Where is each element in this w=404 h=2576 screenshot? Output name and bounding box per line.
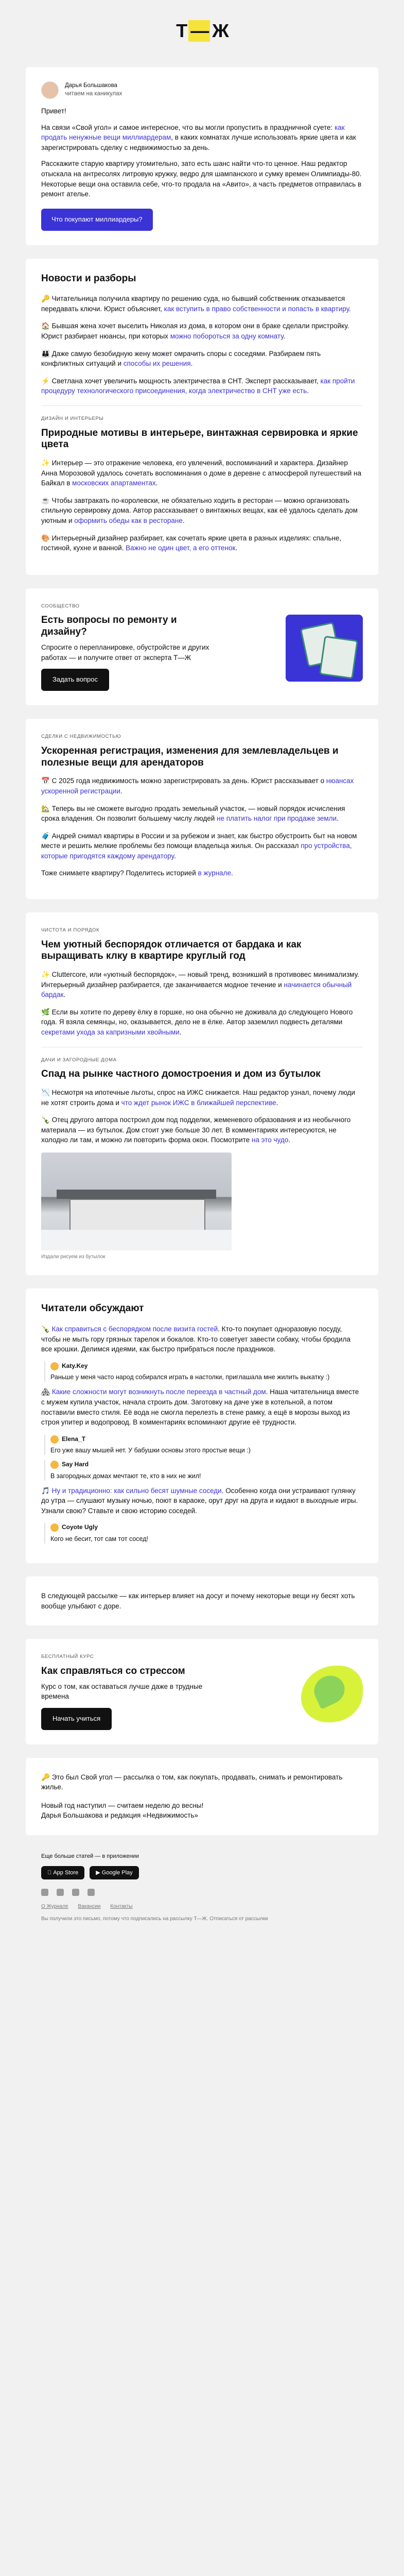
vk-icon[interactable]: [41, 1889, 48, 1896]
news-link[interactable]: оформить обеды как в ресторане: [74, 517, 183, 524]
tiles-illustration: [286, 615, 363, 682]
course-text: Курс о том, как оставаться лучше даже в трудные времена: [41, 1682, 203, 1701]
discussion-link[interactable]: Какие сложности могут возникнуть после переезда в частный дом: [51, 1388, 266, 1396]
comment-text: Кого не бесит, тот сам тот сосед!: [50, 1535, 148, 1543]
photo-caption: Издали рисуем из бутылок: [41, 1253, 106, 1260]
news-item: 👪 Даже самую безобидную жену может омрачить споры с соседями. Разбираем пять конфликтных ситуаций и способы их решения.: [41, 349, 321, 368]
next-issue-card: [26, 1577, 378, 1625]
billionaires-button[interactable]: Что покупают миллиардеры?: [41, 209, 153, 231]
next-issue-text: В следующей рассылке — как интерьер влияет на досуг и почему некоторые вещи ну бесят хоть вообще улыбают с доре.: [41, 1591, 355, 1610]
commenter-avatar: [50, 1435, 59, 1444]
avatar: [41, 81, 59, 99]
news-link[interactable]: можно побороться за одну комнату: [170, 332, 284, 341]
author: [41, 81, 363, 99]
leaf-illustration: [301, 1666, 363, 1722]
calendar-icon: 📅: [41, 777, 50, 785]
bottle-house-photo[interactable]: [41, 1153, 232, 1250]
commenter-name: Coyote Ugly: [62, 1523, 98, 1531]
intro-paragraph-2: Расскажите старую квартиру утомительно, зато есть шанс найти что-то ценное. Наш редактор отыскала на антресолях литровую кружку, ведро для шампанского и сумку времен Олимпиады-80. Некоторые вещи она оставила себе, что-то продала на «Авито», а часть предметов отправилась в ремонт ателье.: [41, 160, 362, 198]
news-link[interactable]: Важно не один цвет, а его оттенок: [126, 544, 236, 552]
news-item: ✨ Интерьер — это отражение человека, его увлечений, воспоминаний и характера. Дизайнер Анна Морозовой удалось сочетать воспоминания о доме в деревне с атмосферой путешествий на Байкал в московских апартаментах.: [41, 459, 362, 487]
discussion-item: 🍾 Как справиться с беспорядком после визита гостей. Кто-то покупает одноразовую посуду, чтобы не мыть гору грязных тарелок и бокалов. Кто-то советует завести собаку, чтобы бродила все крошки. Делимся идеями, как быстро прибраться после праздников.: [41, 1325, 350, 1353]
news-link[interactable]: как пройти процедуру технологического присоединения, когда электричество в СНТ уже есть: [41, 377, 355, 395]
comment: [41, 1435, 363, 1455]
unsubscribe-text[interactable]: Вы получили это письмо, потому что подписались на рассылку Т—Ж. Отписаться от рассылки: [41, 1916, 268, 1922]
chart-down-icon: 📉: [41, 1089, 50, 1097]
comment-text: Раньше у меня часто народ собирался играть в настолки, приглашала мне жилить выкатку :): [50, 1374, 330, 1381]
music-icon: 🎵: [41, 1486, 50, 1495]
intro-link[interactable]: как продать ненужные вещи миллиардерам: [41, 123, 345, 142]
news-link[interactable]: как вступить в право собственности и попасть в квартиру: [164, 304, 349, 313]
lightning-icon: ⚡: [41, 377, 50, 385]
news-link[interactable]: не платить налог при продаже земли: [217, 815, 337, 823]
sparkles-icon: ✨: [41, 971, 50, 979]
news-item: ✨ Cluttercore, или «уютный беспорядок», — новый тренд, возникший в противовес минимализму. Интерьерный дизайнер разбирается, где заканчивается модное течение и начинается обычный бардак.: [41, 971, 359, 999]
comment: [41, 1362, 363, 1382]
deals-question: Тоже снимаете квартиру? Поделитесь историей в журнале.: [41, 869, 233, 877]
dzen-icon[interactable]: [87, 1889, 95, 1896]
youtube-icon[interactable]: [72, 1889, 79, 1896]
deals-card: [26, 719, 378, 899]
bottle-icon: 🍾: [41, 1325, 50, 1333]
clean-title: Чем уютный беспорядок отличается от бардака и как выращивать клку в квартире круглый год: [41, 939, 302, 962]
author-name: Дарья Большакова: [65, 82, 117, 89]
signature: Дарья Большакова и редакция «Недвижимость»: [41, 1811, 198, 1820]
discussion-link[interactable]: Ну и традиционно: как сильно бесят шумные соседи: [51, 1486, 222, 1495]
author-subtitle: читаем на каникулах: [65, 91, 122, 97]
suitcase-icon: 🧳: [41, 832, 50, 840]
news-link[interactable]: способы их решения: [123, 360, 191, 368]
commenter-avatar: [50, 1362, 59, 1370]
news-item: 📉 Несмотря на ипотечные льготы, спрос на ИЖС снижается. Наш редактор узнал, почему люди не хотят строить дома и что ждет рынок ИЖС в ближайшей перспективе.: [41, 1089, 356, 1107]
section-kicker: ДИЗАЙН И ИНТЕРЬЕРЫ: [41, 415, 104, 421]
news-link[interactable]: московских апартаментах: [72, 479, 156, 487]
readers-title: Читатели обсуждают: [41, 1303, 144, 1314]
news-item: 🌿 Если вы хотите по дереву ёлку в горшке, но она обычно не доживала до следующего Нового года. Я взяла семянцы, но, оказывается, дело не в ёлке. Автор заземлил подвесть деталями секретами ухода за капризными хвойными.: [41, 1008, 353, 1037]
news-link[interactable]: начинается обычный бардак: [41, 980, 352, 999]
key-icon: 🔑: [41, 295, 50, 303]
news-link[interactable]: секретами ухода за капризными хвойными: [41, 1028, 180, 1037]
news-link[interactable]: про устройства, которые пригодятся каждому арендатору: [41, 842, 352, 860]
discussion-item: 🎵 Ну и традиционно: как сильно бесят шумные соседи. Особенно когда они устраивают гулянку до утра — слушают музыку ночью, поют в караоке, орут друг на друга и кидают в выходные игры. Узнали свою? Ставьте и свою историю соседей.: [41, 1486, 358, 1515]
play-icon: ▶: [90, 1869, 95, 1876]
houses-icon: 🏘: [41, 1388, 50, 1396]
section-kicker: ЧИСТОТА И ПОРЯДОК: [41, 927, 100, 933]
bottle-icon: 🍾: [41, 1116, 50, 1124]
community-title: Есть вопросы по ремонту и дизайну?: [41, 615, 177, 638]
comment-text: В загородных домах мечтают те, кто в них не жил!: [50, 1472, 201, 1480]
section-kicker: СДЕЛКИ С НЕДВИЖИМОСТЬЮ: [41, 734, 121, 740]
coffee-icon: ☕: [41, 496, 50, 504]
community-promo: [41, 615, 363, 691]
vacancies-link[interactable]: Вакансии: [78, 1903, 101, 1909]
news-item: ⚡ Светлана хочет увеличить мощность электричества в СНТ. Эксперт рассказывает, как пройти процедуру технологического присоединения, когда электричество в СНТ уже есть.: [41, 377, 355, 395]
community-card: [26, 588, 378, 705]
news-item: 🎨 Интерьерный дизайнер разбирает, как сочетать яркие цвета в разных изделиях: спальне, гостиной, кухне и ванной. Важно не один цвет, а его оттенок.: [41, 534, 342, 552]
section-kicker: СООБЩЕСТВО: [41, 603, 80, 609]
news-link[interactable]: на это чудо: [251, 1136, 289, 1144]
section-kicker: БЕСПЛАТНЫЙ КУРС: [41, 1654, 94, 1660]
commenter-avatar: [50, 1523, 59, 1532]
news-link[interactable]: нюансах ускоренной регистрации: [41, 777, 354, 795]
intro-paragraph: На связи «Свой угол» и самое интересное, что вы могли пропустить в праздничной суете: как продать ненужные вещи миллиардерам, в каких комнатах лучше использовать яркие цвета и как зарегистрировать сделку с недвижимостью за день.: [41, 123, 356, 151]
about-link[interactable]: О Журнале: [41, 1903, 68, 1909]
contacts-link[interactable]: Контакты: [110, 1903, 133, 1909]
footer: [26, 1849, 378, 1923]
commenter-name: Say Hard: [62, 1461, 89, 1468]
header: [26, 18, 378, 44]
logo[interactable]: Т — Ж: [176, 20, 228, 41]
news-item: 🍾 Отец другого автора построил дом под подделки, жеменевого образования и из необычного материала — из бутылок. Дом стоит уже больше 30 лет. В комментариях интересуются, не холодно ли там, и можно ли повторить форма окон. Посмотрите на это чудо.: [41, 1116, 351, 1144]
news-link[interactable]: что ждет рынок ИЖС в ближайшей перспективе: [121, 1098, 276, 1107]
news-item: 🔑 Читательница получила квартиру по решению суда, но бывший собственник отказывается передавать ключи. Юрист объясняет, как вступить в право собственности и попасть в квартиру.: [41, 295, 351, 313]
news-item: 🏠 Бывшая жена хочет выселить Николая из дома, в котором они в браке сделали пристройку. Юрист разбирает нюансы, при которых можно побороться за одну комнату.: [41, 322, 349, 341]
news-item: 📅 С 2025 года недвижимость можно зарегистрировать за день. Юрист рассказывает о нюансах ускоренной регистрации.: [41, 777, 354, 795]
comment-text: Его уже вашу мышей нет. У бабушки основы этого простые вещи :): [50, 1447, 251, 1454]
deals-title: Ускоренная регистрация, изменения для землевладельцев и полезные вещи для арендаторов: [41, 745, 339, 768]
commenter-name: Elena_T: [62, 1435, 86, 1443]
footer-links: [41, 1903, 363, 1911]
section-kicker: ДАЧИ И ЗАГОРОДНЫЕ ДОМА: [41, 1057, 117, 1063]
intro-card: [26, 67, 378, 245]
news-card: [26, 259, 378, 575]
news-item: ☕ Чтобы завтракать по-королевски, не обязательно ходить в ресторан — можно организовать стильную сервировку дома. Автор рассказывает о винтажных вещах, как её удалось сделать дом уютным и оформить обеды как в ресторане.: [41, 496, 358, 524]
journal-link[interactable]: в журнале: [198, 869, 232, 877]
ask-question-button[interactable]: Задать вопрос: [41, 669, 109, 691]
commenter-name: Katy.Key: [62, 1362, 88, 1369]
divider: [41, 405, 363, 406]
comment: [41, 1460, 363, 1481]
logo-mark: —: [188, 20, 210, 42]
key-icon: 🔑: [41, 1773, 50, 1781]
palette-icon: 🎨: [41, 534, 50, 542]
interior-title: Природные мотивы в интерьере, винтажная сервировка и яркие цвета: [41, 427, 358, 450]
country-title: Спад на рынке частного домостроения и дом из бутылок: [41, 1069, 321, 1080]
clean-card: [26, 912, 378, 1276]
comment: [41, 1523, 363, 1544]
course-card: [26, 1639, 378, 1744]
house-icon: 🏡: [41, 804, 50, 812]
start-learning-button[interactable]: Начать учиться: [41, 1708, 112, 1730]
course-title: Как справляться со стрессом: [41, 1665, 185, 1676]
news-item: 🧳 Андрей снимал квартиры в России и за рубежом и знает, как быстро обустроить быт на новом месте и решить мелкие проблемы без помощи владельца жилья. Он рассказал про устройства, которые пригодятся каждому арендатору.: [41, 832, 357, 860]
store-badges: [41, 1866, 363, 1879]
app-store-button[interactable]: App Store: [41, 1866, 84, 1879]
discussion-link[interactable]: Как справиться с беспорядком после визита гостей: [51, 1325, 218, 1333]
sparkles-icon: ✨: [41, 459, 50, 467]
house-icon: 🏠: [41, 322, 50, 330]
apps-label: Еще больше статей — в приложении: [41, 1853, 139, 1859]
readers-card: [26, 1289, 378, 1563]
google-play-button[interactable]: ▶ Google Play: [90, 1866, 138, 1879]
outro-text: 🔑 Это был Свой угол — рассылка о том, как покупать, продавать, снимать и ремонтировать жилье.: [41, 1773, 343, 1791]
community-text: Спросите о перепланировке, обустройстве и других работах — и получите ответ от эксперта Т—Ж: [41, 643, 209, 662]
apple-icon: [47, 1870, 51, 1876]
greeting: Привет!: [41, 107, 66, 115]
telegram-icon[interactable]: [57, 1889, 64, 1896]
plant-icon: 🌿: [41, 1008, 50, 1016]
outro-card: [26, 1758, 378, 1835]
family-icon: 👪: [41, 349, 50, 358]
commenter-avatar: [50, 1461, 59, 1469]
discussion-item: 🏘 Какие сложности могут возникнуть после переезда в частный дом. Наша читательница вместе с мужем купила участок, начала строить дом. Заготовку на даче уже в котельной, а потом поставили вместо стиля. Её вода не смогла перелезть в стене рамку, а ещё в морозы выход из строя упитер и водопровод. В комментариях вспоминают другие её трудности.: [41, 1388, 359, 1427]
outro-p2: Новый год наступил — считаем неделю до весны!: [41, 1801, 204, 1809]
social-links: [41, 1889, 363, 1896]
news-item: 🏡 Теперь вы не сможете выгодно продать земельный участок, — новый порядок исчисления срока владения. Он позволит большему числу людей не платить налог при продаже земли.: [41, 804, 345, 823]
news-title: Новости и разборы: [41, 273, 136, 284]
